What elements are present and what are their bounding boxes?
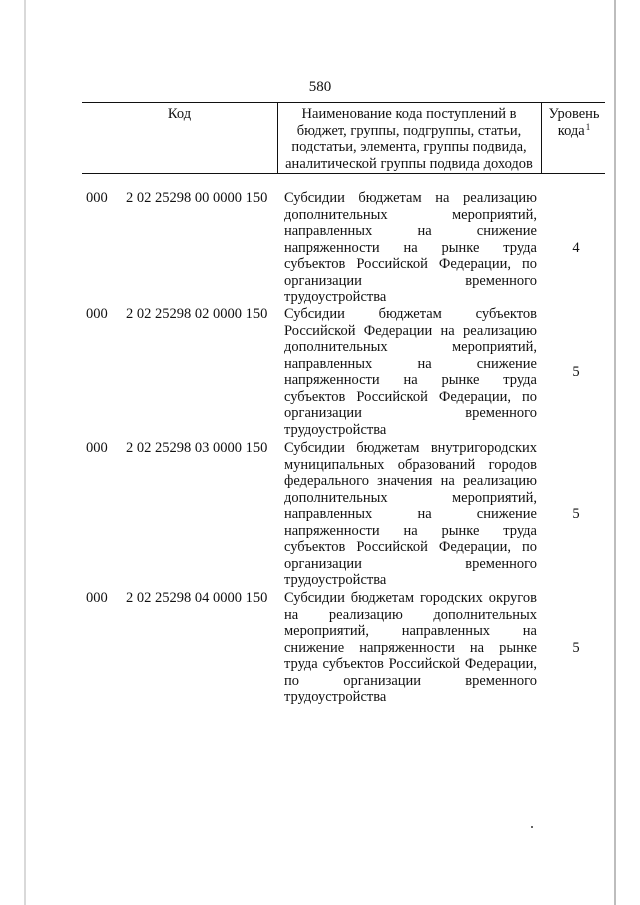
scan-speck: [531, 826, 533, 828]
code-level: 4: [572, 240, 580, 256]
header-divider-2: [541, 103, 542, 173]
table-header: [82, 102, 605, 174]
code-level: 5: [572, 364, 580, 380]
header-divider-1: [277, 103, 278, 173]
code-level: 5: [572, 640, 580, 656]
header-level-label: Уровень кода: [548, 106, 600, 139]
header-level: [543, 106, 605, 139]
income-description: Субсидии бюджетам городских округов на реализацию дополнительных мероприятий, направленных на снижение напряженности на рынке труда субъектов Российской Федерации, по организации временного трудоустройства: [284, 590, 537, 705]
header-code: Код: [167, 106, 192, 122]
income-code: 2 02 25298 03 0000 150: [126, 440, 268, 456]
header-level-footnote: 1: [585, 121, 591, 132]
admin-code: 000: [86, 590, 108, 606]
income-code: 2 02 25298 04 0000 150: [126, 590, 268, 606]
code-level: 5: [572, 506, 580, 522]
income-description: Субсидии бюджетам на реализацию дополнительных мероприятий, направленных на снижение напряженности на рынке труда субъектов Российской Федерации, по организации временного трудоустройства: [284, 190, 537, 305]
page-number: 580: [308, 79, 332, 95]
income-code: 2 02 25298 02 0000 150: [126, 306, 268, 322]
page-edge-left: [24, 0, 26, 905]
admin-code: 000: [86, 440, 108, 456]
income-description: Субсидии бюджетам субъектов Российской Федерации на реализацию дополнительных мероприятий, направленных на снижение напряженности на рынке труда субъектов Российской Федерации, по организации временного трудоустройства: [284, 306, 537, 438]
income-code: 2 02 25298 00 0000 150: [126, 190, 268, 206]
page-edge-right: [614, 0, 616, 905]
admin-code: 000: [86, 306, 108, 322]
admin-code: 000: [86, 190, 108, 206]
income-description: Субсидии бюджетам внутригородских муниципальных образований городов федерального значения на реализацию дополнительных мероприятий, направленных на снижение напряженности на рынке труда субъектов Российской Федерации, по организации временного трудоустройства: [284, 440, 537, 588]
header-name: Наименование кода поступлений в бюджет, группы, подгруппы, статьи, подстатьи, элемента, группы подвида, аналитической группы подвида доходов: [285, 106, 533, 172]
